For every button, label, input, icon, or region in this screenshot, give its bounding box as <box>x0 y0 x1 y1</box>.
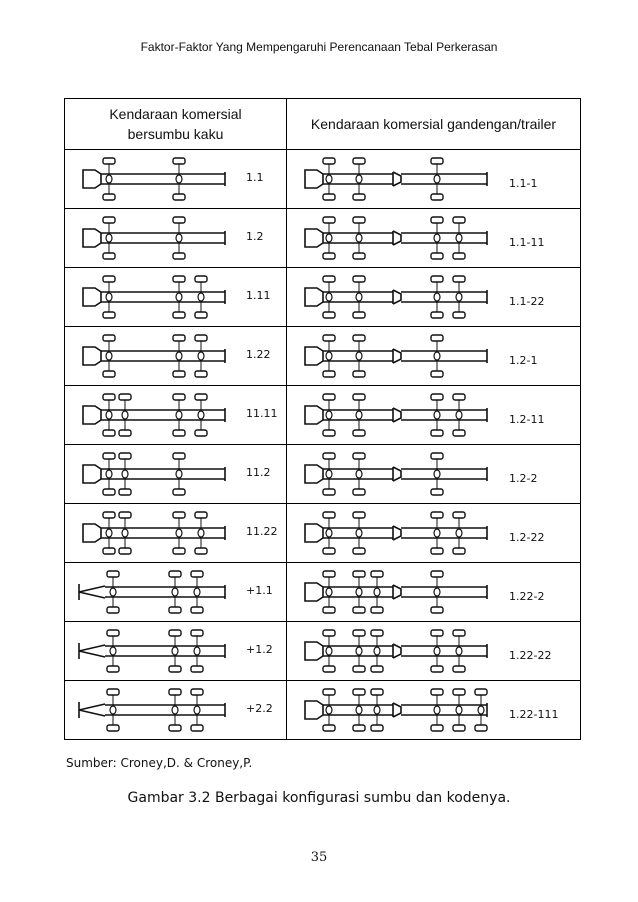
trailer-config-code: 1.1-22 <box>509 295 545 308</box>
trailer-config-code: 1.22-22 <box>509 649 552 662</box>
source-note: Sumber: Croney,D. & Croney,P. <box>66 756 253 770</box>
trailer-vehicle-diagram <box>297 215 497 261</box>
trailer-vehicle-diagram <box>297 392 497 438</box>
trailer-vehicle-diagram <box>297 451 497 497</box>
trailer-cell <box>287 445 581 504</box>
trailer-config-code: 1.22-111 <box>509 708 559 721</box>
trailer-vehicle-diagram <box>297 687 497 733</box>
table-row <box>65 268 581 327</box>
trailer-cell <box>287 622 581 681</box>
rigid-config-code: 1.22 <box>246 348 271 361</box>
rigid-vehicle-diagram <box>75 392 235 438</box>
table-row <box>65 504 581 563</box>
table-row <box>65 622 581 681</box>
trailer-vehicle-diagram <box>297 628 497 674</box>
rigid-config-code: +2.2 <box>246 702 273 715</box>
rigid-cell <box>65 209 287 268</box>
trailer-vehicle-diagram <box>297 274 497 320</box>
trailer-cell <box>287 268 581 327</box>
rigid-vehicle-diagram <box>75 274 235 320</box>
trailer-cell <box>287 327 581 386</box>
rigid-config-code: 11.2 <box>246 466 271 479</box>
rigid-vehicle-diagram <box>75 687 235 733</box>
trailer-cell <box>287 386 581 445</box>
header-trailer-vehicles: Kendaraan komersial gandengan/trailer <box>287 99 581 150</box>
table-row <box>65 209 581 268</box>
rigid-cell <box>65 681 287 740</box>
trailer-config-code: 1.2-2 <box>509 472 538 485</box>
trailer-cell <box>287 209 581 268</box>
header-rigid-vehicles <box>65 99 287 150</box>
trailer-config-code: 1.2-22 <box>509 531 545 544</box>
rigid-cell <box>65 268 287 327</box>
rigid-cell <box>65 622 287 681</box>
trailer-vehicle-diagram <box>297 156 497 202</box>
rigid-cell <box>65 386 287 445</box>
axle-configuration-table <box>64 98 581 740</box>
rigid-vehicle-diagram <box>75 510 235 556</box>
trailer-vehicle-diagram <box>297 333 497 379</box>
running-header: Faktor-Faktor Yang Mempengaruhi Perencanaan Tebal Perkerasan <box>140 40 498 54</box>
rigid-config-code: 1.2 <box>246 230 264 243</box>
table-row <box>65 563 581 622</box>
trailer-config-code: 1.2-1 <box>509 354 538 367</box>
rigid-vehicle-diagram <box>75 215 235 261</box>
rigid-cell <box>65 150 287 209</box>
rigid-cell <box>65 445 287 504</box>
table-row <box>65 386 581 445</box>
rigid-config-code: 11.22 <box>246 525 278 538</box>
trailer-vehicle-diagram <box>297 510 497 556</box>
table-row <box>65 681 581 740</box>
table-row <box>65 150 581 209</box>
rigid-cell <box>65 504 287 563</box>
trailer-cell <box>287 681 581 740</box>
rigid-config-code: 1.11 <box>246 289 271 302</box>
trailer-cell <box>287 563 581 622</box>
rigid-vehicle-diagram <box>75 333 235 379</box>
trailer-vehicle-diagram <box>297 569 497 615</box>
trailer-cell <box>287 504 581 563</box>
trailer-config-code: 1.2-11 <box>509 413 545 426</box>
trailer-config-code: 1.22-2 <box>509 590 545 603</box>
rigid-config-code: 11.11 <box>246 407 278 420</box>
rigid-config-code: +1.2 <box>246 643 273 656</box>
rigid-vehicle-diagram <box>75 451 235 497</box>
header-rigid-line2: bersumbu kaku <box>127 126 224 142</box>
rigid-vehicle-diagram <box>75 156 235 202</box>
table-row <box>65 445 581 504</box>
rigid-config-code: +1.1 <box>246 584 273 597</box>
rigid-config-code: 1.1 <box>246 171 264 184</box>
rigid-vehicle-diagram <box>75 628 235 674</box>
rigid-vehicle-diagram <box>75 569 235 615</box>
page-number: 35 <box>310 850 328 865</box>
header-rigid-line1: Kendaraan komersial <box>109 106 242 122</box>
trailer-config-code: 1.1-1 <box>509 177 538 190</box>
figure-caption: Gambar 3.2 Berbagai konfigurasi sumbu dan kodenya. <box>127 790 511 806</box>
trailer-config-code: 1.1-11 <box>509 236 545 249</box>
table-row <box>65 327 581 386</box>
rigid-cell <box>65 327 287 386</box>
trailer-cell <box>287 150 581 209</box>
rigid-cell <box>65 563 287 622</box>
